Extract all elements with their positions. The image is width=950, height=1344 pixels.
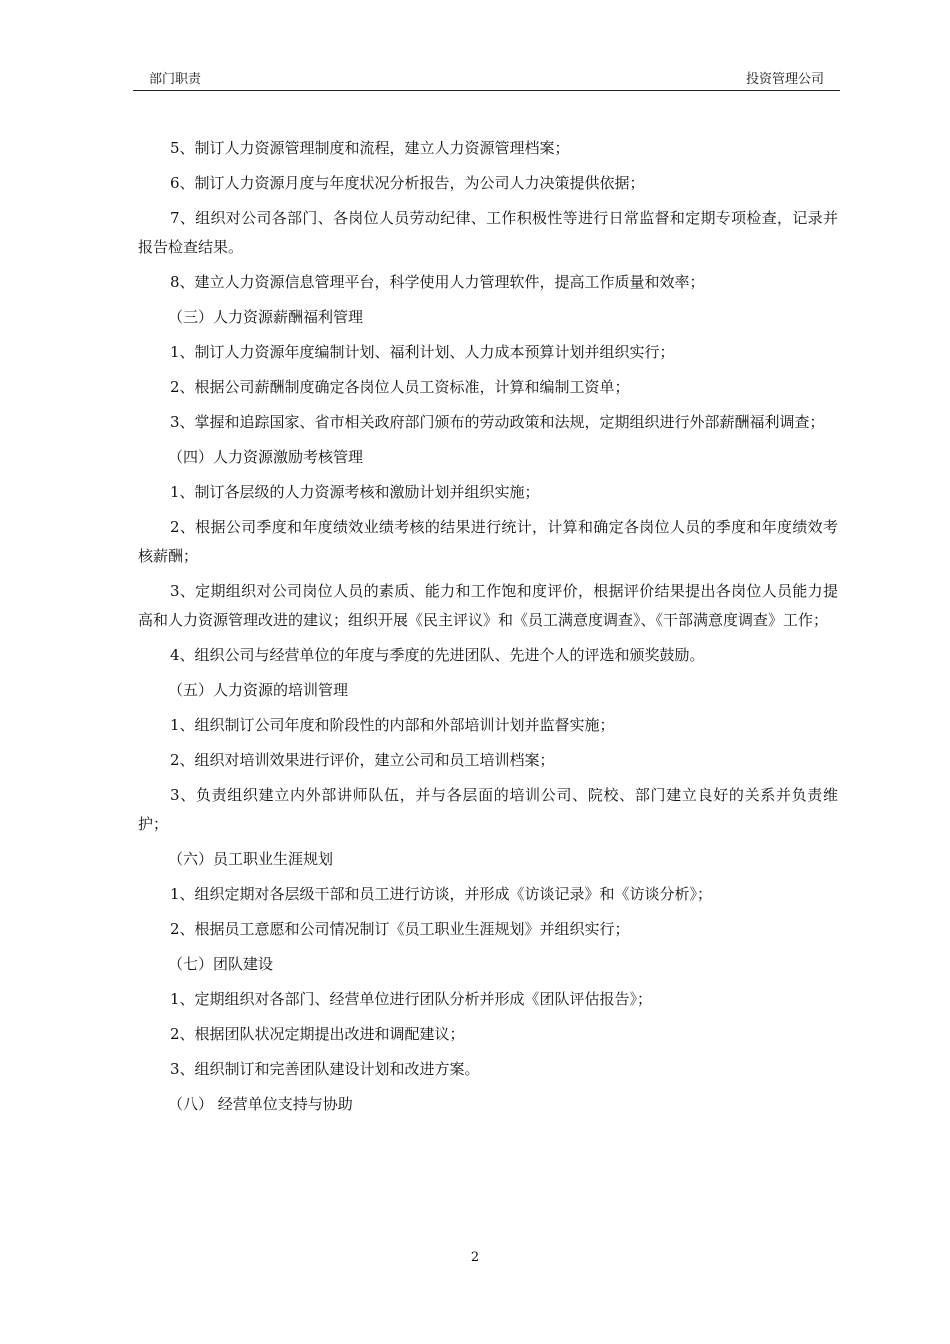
header-left-text: 部门职责	[149, 72, 202, 87]
paragraph: 1、制订人力资源年度编制计划、福利计划、人力成本预算计划并组织实行；	[170, 343, 675, 361]
paragraph: 2、组织对培训效果进行评价，建立公司和员工培训档案；	[170, 751, 555, 769]
page-header	[133, 72, 840, 91]
paragraph: 1、定期组织对各部门、经营单位进行团队分析并形成《团队评估报告》；	[170, 990, 653, 1008]
paragraph: 1、制订各层级的人力资源考核和激励计划并组织实施；	[170, 483, 540, 501]
paragraph: 3、负责组织建立内外部讲师队伍，并与各层面的培训公司、院校、部门建立良好的关系并负责维护；	[138, 786, 838, 833]
paragraph: 3、定期组织对公司岗位人员的素质、能力和工作饱和度评价，根据评价结果提出各岗位人员能力提高和人力资源管理改进的建议；组织开展《民主评议》和《员工满意度调查》、《干部满意度调查》工作；	[138, 582, 838, 629]
paragraph: 5、制订人力资源管理制度和流程，建立人力资源管理档案；	[170, 139, 570, 157]
paragraph: 2、根据团队状况定期提出改进和调配建议；	[170, 1025, 465, 1043]
paragraph: 6、制订人力资源月度与年度状况分析报告，为公司人力决策提供依据；	[170, 174, 645, 192]
paragraph: 1、组织定期对各层级干部和员工进行访谈，并形成《访谈记录》和《访谈分析》；	[170, 885, 713, 903]
paragraph: 2、根据公司季度和年度绩效业绩考核的结果进行统计，计算和确定各岗位人员的季度和年度绩效考核薪酬；	[138, 518, 838, 565]
section-heading: （五）人力资源的培训管理	[168, 681, 349, 699]
paragraph: 4、组织公司与经营单位的年度与季度的先进团队、先进个人的评选和颁奖鼓励。	[170, 646, 705, 664]
paragraph: 3、掌握和追踪国家、省市相关政府部门颁布的劳动政策和法规，定期组织进行外部薪酬福利调查；	[170, 413, 825, 431]
paragraph: 2、根据公司薪酬制度确定各岗位人员工资标准，计算和编制工资单；	[170, 378, 630, 396]
document-body	[138, 134, 838, 1125]
paragraph: 7、组织对公司各部门、各岗位人员劳动纪律、工作积极性等进行日常监督和定期专项检查，记录并报告检查结果。	[138, 209, 838, 256]
paragraph: 1、组织制订公司年度和阶段性的内部和外部培训计划并监督实施；	[170, 716, 615, 734]
page-number: 2	[470, 1250, 480, 1265]
header-right-text: 投资管理公司	[745, 72, 824, 87]
section-heading: （六）员工职业生涯规划	[168, 850, 334, 868]
paragraph: 2、根据员工意愿和公司情况制订《员工职业生涯规划》并组织实行；	[170, 920, 630, 938]
paragraph: 8、建立人力资源信息管理平台，科学使用人力管理软件，提高工作质量和效率；	[170, 273, 705, 291]
section-heading: （三）人力资源薪酬福利管理	[168, 308, 364, 326]
section-heading: （八） 经营单位支持与协助	[168, 1095, 353, 1113]
section-heading: （七）团队建设	[168, 955, 274, 973]
paragraph: 3、组织制订和完善团队建设计划和改进方案。	[170, 1060, 480, 1078]
section-heading: （四）人力资源激励考核管理	[168, 448, 364, 466]
